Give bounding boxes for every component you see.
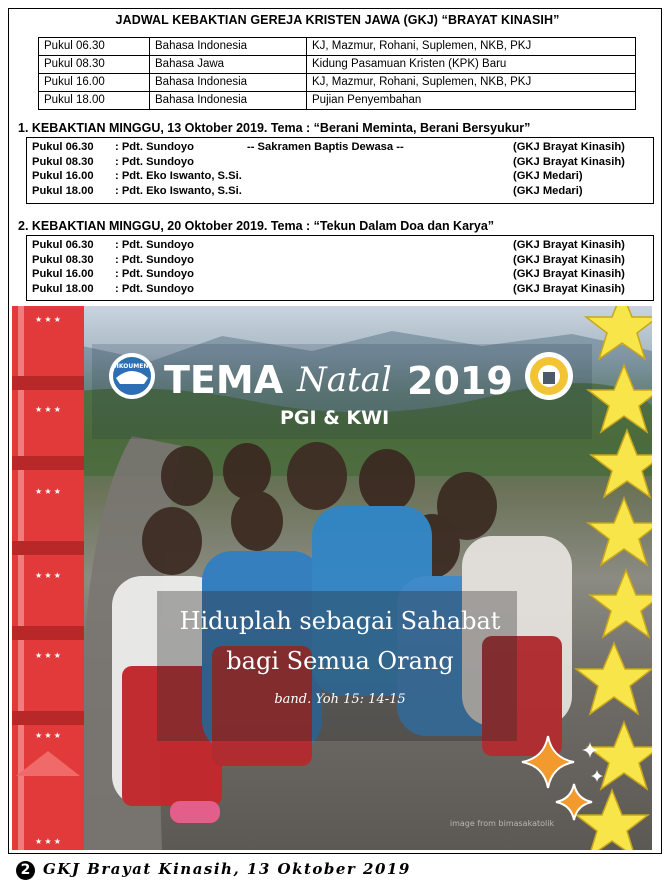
service-time: Pukul 08.30 [32, 155, 94, 168]
language-schedule-table [38, 37, 636, 110]
songbook-cell: Pujian Penyembahan [307, 92, 636, 110]
church-location: (GKJ Brayat Kinasih) [513, 268, 625, 280]
language-cell: Bahasa Indonesia [150, 74, 307, 92]
preacher: : Pdt. Sundoyo [115, 141, 194, 153]
language-cell: Bahasa Indonesia [150, 38, 307, 56]
list-item [27, 156, 653, 171]
church-location: (GKJ Medari) [513, 184, 583, 197]
service-time: Pukul 18.00 [32, 282, 94, 295]
time-cell: Pukul 06.30 [39, 38, 150, 56]
svg-text:★ ★ ★: ★ ★ ★ [35, 487, 61, 496]
list-item [27, 185, 653, 200]
natal-poster-image [12, 306, 652, 850]
language-cell: Bahasa Indonesia [150, 92, 307, 110]
service-time: Pukul 18.00 [32, 184, 94, 197]
list-item [27, 283, 653, 298]
church-location: (GKJ Brayat Kinasih) [513, 253, 625, 266]
church-location: (GKJ Brayat Kinasih) [513, 141, 625, 153]
church-location: (GKJ Brayat Kinasih) [513, 282, 625, 295]
svg-text:★ ★ ★: ★ ★ ★ [35, 315, 61, 324]
songbook-cell: KJ, Mazmur, Rohani, Suplemen, NKB, PKJ [307, 74, 636, 92]
list-item [27, 268, 653, 283]
table-row [39, 74, 636, 92]
image-credit: image from bimasakatolik [449, 819, 555, 828]
time-cell: Pukul 08.30 [39, 56, 150, 74]
church-location: (GKJ Brayat Kinasih) [513, 155, 625, 168]
church-location: (GKJ Brayat Kinasih) [513, 239, 625, 251]
svg-text:★ ★ ★: ★ ★ ★ [35, 837, 61, 846]
list-item [27, 170, 653, 185]
preacher: : Pdt. Sundoyo [115, 253, 194, 266]
section-heading-2: 2. KEBAKTIAN MINGGU, 20 Oktober 2019. Tema : “Tekun Dalam Doa dan Karya” [18, 219, 495, 233]
table-row [39, 92, 636, 110]
list-item [27, 254, 653, 269]
language-cell: Bahasa Jawa [150, 56, 307, 74]
list-item [27, 239, 653, 254]
poster-quote-line2: bagi Semua Orang [226, 647, 454, 675]
service-note: -- Sakramen Baptis Dewasa -- [247, 141, 404, 153]
service-time: Pukul 16.00 [32, 170, 94, 182]
svg-text:★ ★ ★: ★ ★ ★ [35, 651, 61, 660]
table-row [39, 56, 636, 74]
preacher: : Pdt. Eko Iswanto, S.Si. [115, 170, 242, 182]
poster-natal-text: Natal [297, 360, 392, 400]
page-title: JADWAL KEBAKTIAN GEREJA KRISTEN JAWA (GKJ) “BRAYAT KINASIH” [115, 13, 560, 27]
logo-left-text: OIKOUMENE [111, 363, 153, 370]
svg-text:★ ★ ★: ★ ★ ★ [35, 571, 61, 580]
poster-reference: band. Yoh 15: 14-15 [274, 692, 406, 707]
poster-tema-text: TEMA [164, 358, 284, 402]
preacher: : Pdt. Sundoyo [115, 239, 194, 251]
poster-year-text: 2019 [407, 359, 513, 403]
page-footer [16, 860, 411, 880]
poster-quote-line1: Hiduplah sebagai Sahabat [179, 607, 501, 635]
ribbon-decoration [12, 306, 84, 850]
footer-text: GKJ Brayat Kinasih, 13 Oktober 2019 [43, 860, 411, 878]
svg-text:★ ★ ★: ★ ★ ★ [35, 405, 61, 414]
svg-text:★ ★ ★: ★ ★ ★ [35, 731, 61, 740]
time-cell: Pukul 18.00 [39, 92, 150, 110]
page-number: 2 [16, 861, 35, 880]
list-item [27, 141, 653, 156]
section-box-2 [26, 235, 654, 301]
service-time: Pukul 06.30 [32, 141, 94, 153]
preacher: : Pdt. Sundoyo [115, 282, 194, 295]
service-time: Pukul 16.00 [32, 268, 94, 280]
time-cell: Pukul 16.00 [39, 74, 150, 92]
service-time: Pukul 06.30 [32, 239, 94, 251]
preacher: : Pdt. Sundoyo [115, 155, 194, 168]
section-box-1 [26, 137, 654, 204]
church-location: (GKJ Medari) [513, 170, 583, 182]
preacher: : Pdt. Eko Iswanto, S.Si. [115, 184, 242, 197]
table-row [39, 38, 636, 56]
poster-org-text: PGI & KWI [280, 407, 390, 429]
service-time: Pukul 08.30 [32, 253, 94, 266]
songbook-cell: KJ, Mazmur, Rohani, Suplemen, NKB, PKJ [307, 38, 636, 56]
preacher: : Pdt. Sundoyo [115, 268, 194, 280]
section-heading-1: 1. KEBAKTIAN MINGGU, 13 Oktober 2019. Tema : “Berani Meminta, Berani Bersyukur” [18, 121, 531, 135]
songbook-cell: Kidung Pasamuan Kristen (KPK) Baru [307, 56, 636, 74]
